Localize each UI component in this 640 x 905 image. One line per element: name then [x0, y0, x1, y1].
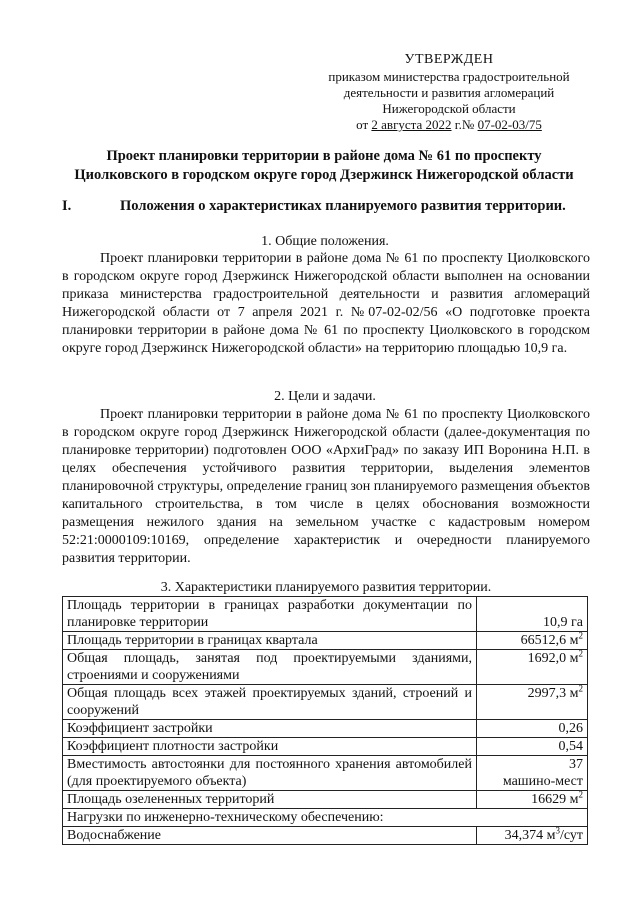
row-value-text: 0,54: [558, 739, 583, 754]
table-row: [63, 738, 588, 756]
row-label: Водоснабжение: [63, 827, 477, 845]
unit-superscript: 3: [555, 825, 560, 836]
row-value-text: 10,9 га: [543, 615, 583, 630]
table-row: [63, 720, 588, 738]
table-row: [63, 685, 588, 720]
row-value-text: 1692,0 м: [527, 651, 579, 666]
characteristics-heading: 3. Характеристики планируемого развития территории.: [160, 580, 492, 595]
row-value-unit: машино-мест: [502, 774, 583, 789]
unit-superscript: 2: [578, 683, 583, 694]
row-label: Коэффициент плотности застройки: [63, 738, 477, 756]
row-value-text: 34,374 м: [504, 828, 556, 843]
row-value: [477, 650, 588, 685]
row-value-text: 0,26: [558, 721, 583, 736]
title-line-1: Проект планировки территории в районе дома № 61 по проспекту: [106, 148, 542, 164]
row-value: [477, 827, 588, 845]
loads-heading: Нагрузки по инженерно-техническому обеспечению:: [63, 809, 588, 827]
row-value: [477, 685, 588, 720]
row-label: Вместимость автостоянки для постоянного хранения автомобилей (для проектируемого объекта): [63, 756, 477, 791]
row-label: Коэффициент застройки: [63, 720, 477, 738]
approval-number-prefix: г.№: [451, 117, 478, 132]
goals-heading: 2. Цели и задачи.: [274, 389, 376, 404]
unit-superscript: 2: [578, 789, 583, 800]
row-label: Площадь озелененных территорий: [63, 791, 477, 809]
approval-line-3: Нижегородской области: [382, 101, 516, 116]
row-value-suffix: /сут: [559, 828, 583, 843]
goals-paragraph: [62, 406, 590, 568]
section-1-heading: [62, 198, 592, 215]
row-value: [477, 791, 588, 809]
table-row: [63, 650, 588, 685]
row-label: Площадь территории в границах квартала: [63, 632, 477, 650]
table-row: [63, 827, 588, 845]
general-text: Проект планировки территории в районе дома № 61 по проспекту Циолковского в городском округе город Дзержинск Нижегородской области выполнен на основании приказа министерства градостроительной деятельности и развития агломераций Нижегородской области от 7 апреля 2021 г. №07-02-02/56 «О подготовке проекта планировки территории в районе дома № 61 по проспекту Циолковского в городском округе город Дзержинск Нижегородской области» на территорию площадью 10,9 га.: [62, 251, 590, 356]
row-value: [477, 632, 588, 650]
section-1-title: Положения о характеристиках планируемого развития территории.: [120, 198, 566, 214]
approval-line-1: приказом министерства градостроительной: [328, 69, 570, 84]
row-label: Площадь территории в границах разработки документации по планировке территории: [63, 597, 477, 632]
row-label: Общая площадь всех этажей проектируемых зданий, строений и сооружений: [63, 685, 477, 720]
approval-number: 07-02-03/75: [477, 117, 542, 132]
table-row: [63, 597, 588, 632]
table-row: [63, 632, 588, 650]
table-row: [63, 791, 588, 809]
approval-heading: УТВЕРЖДЕН: [404, 52, 494, 67]
table-row: [63, 756, 588, 791]
row-label: Общая площадь, занятая под проектируемыми зданиями, строениями и сооружениями: [63, 650, 477, 685]
general-paragraph: [62, 250, 590, 358]
goals-text: Проект планировки территории в районе дома № 61 по проспекту Циолковского в городском округе город Дзержинск Нижегородской области (далее-документация по планировке территории) подготовлен ООО «АрхиГрад» по заказу ИП Воронина Н.П. в целях обеспечения устойчивого развития территории, выделения элементов планировочной структуры, определение границ зон планируемого размещения объектов капитального строительства, в том числе в целях обоснования возможности размещения нежилого здания на земельном участке с кадастровым номером 52:21:0000109:10169, определение характеристик и очередности планируемого развития территории.: [62, 407, 590, 566]
row-value: [477, 597, 588, 632]
approval-date-line: [318, 117, 580, 133]
row-value-text: 66512,6 м: [520, 633, 579, 648]
approval-stamp: [318, 52, 580, 133]
unit-superscript: 2: [578, 630, 583, 641]
row-value: [477, 720, 588, 738]
row-value: [477, 756, 588, 791]
section-1-number: I.: [62, 198, 72, 214]
approval-date-prefix: от: [356, 117, 372, 132]
characteristics-table: [62, 596, 588, 845]
approval-date: 2 августа 2022: [371, 117, 452, 132]
document-title: [58, 147, 590, 185]
unit-superscript: 2: [578, 648, 583, 659]
row-value-text: 2997,3 м: [527, 686, 579, 701]
general-heading: 1. Общие положения.: [261, 234, 389, 249]
table-row: [63, 809, 588, 827]
row-value-text: 16629 м: [531, 792, 579, 807]
row-value-text: 37: [569, 757, 583, 772]
row-value: [477, 738, 588, 756]
approval-line-2: деятельности и развития агломераций: [343, 85, 555, 100]
title-line-2: Циолковского в городском округе город Дзержинск Нижегородской области: [74, 167, 574, 183]
